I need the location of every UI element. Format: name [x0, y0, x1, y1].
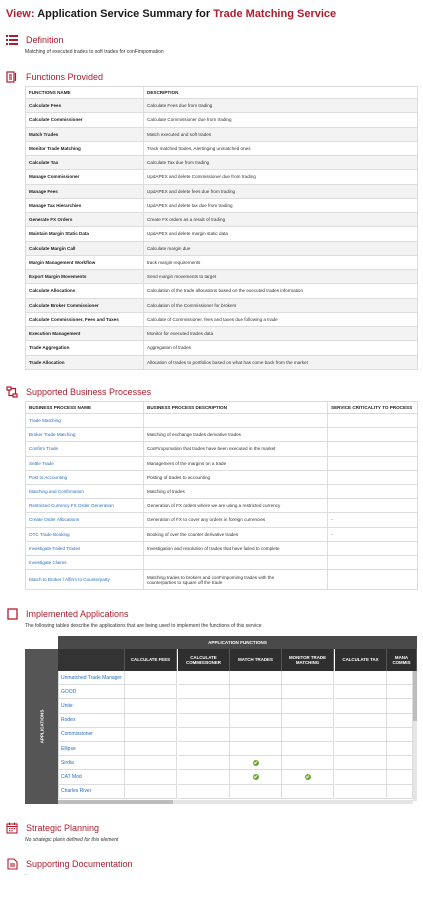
process-criticality: [328, 570, 418, 590]
function-row: [26, 298, 418, 312]
process-description-line: Posting of trades to accounting: [147, 474, 211, 480]
functions-heading: Functions Provided: [26, 72, 104, 82]
process-row: [26, 555, 418, 569]
process-description-line: Booking of over the counter derivative trades: [147, 531, 239, 537]
application-row: [58, 714, 417, 728]
function-description: Calculate margin due: [144, 241, 418, 255]
process-description-line: Matching of trades: [147, 489, 185, 495]
application-function-matrix: [25, 636, 417, 804]
matrix-cell: [230, 742, 282, 756]
matrix-cell: [387, 671, 413, 685]
matrix-cell: [125, 671, 177, 685]
process-row: [26, 456, 418, 470]
matrix-corner: [58, 649, 125, 671]
application-link[interactable]: GOOD: [61, 688, 77, 695]
process-description: [144, 570, 328, 590]
matrix-cell: [387, 756, 413, 770]
application-row: [58, 770, 417, 784]
implemented-text: The following tables describe the applications that are being used to implement the functions of this service: [25, 623, 262, 629]
matrix-cell: [230, 685, 282, 699]
processes-table: [25, 401, 418, 590]
column-header-description: DESCRIPTION: [144, 87, 418, 99]
matrix-cell: [125, 785, 177, 799]
function-name: Calculate Commissioner, Fees and Taxes: [26, 312, 144, 326]
process-criticality: [328, 442, 418, 456]
process-criticality: -: [328, 527, 418, 541]
function-row: [26, 270, 418, 284]
function-name: Calculate Commissioner: [26, 113, 144, 127]
matrix-cell: [178, 728, 230, 742]
application-row: [58, 685, 417, 699]
matrix-cell: [282, 685, 334, 699]
application-link[interactable]: Rodex: [61, 717, 76, 724]
function-column-header: [335, 649, 387, 671]
function-row: [26, 213, 418, 227]
function-name: Calculate Fees: [26, 99, 144, 113]
application-link[interactable]: Unmatched Trade Manager: [61, 674, 122, 681]
application-row: [58, 785, 417, 799]
matrix-cell: [178, 785, 230, 799]
function-name: Calculate Tax: [26, 156, 144, 170]
process-description: [144, 484, 328, 498]
implemented-heading: Implemented Applications: [26, 609, 129, 619]
function-description: Allocation of trades to portfolios based on what has come back from the market: [144, 355, 418, 369]
matrix-cell: [230, 671, 282, 685]
process-description-line: Management of the margins on a trade: [147, 460, 227, 466]
definition-text: Matching of executed trades to soft trades for conFimpomation: [25, 49, 164, 55]
process-name-cell: [26, 442, 144, 456]
process-name-cell: [26, 541, 144, 555]
process-criticality: [328, 484, 418, 498]
documentation-heading: Supporting Documentation: [26, 859, 133, 869]
function-description: Match executed and soft trades: [144, 127, 418, 141]
process-name-cell: [26, 428, 144, 442]
function-row: [26, 341, 418, 355]
documentation-text[interactable]: -: [25, 872, 27, 878]
application-name-cell: [58, 685, 125, 699]
process-description-line: Matching of exchange trades derivative trades: [147, 432, 241, 438]
application-row: [58, 756, 417, 770]
function-name: Trade Aggregation: [26, 341, 144, 355]
processes-header: [6, 386, 151, 398]
process-link[interactable]: Broker Trade Matching: [29, 432, 76, 438]
application-row: [58, 671, 417, 685]
matrix-cell: [335, 770, 387, 784]
function-row: [26, 284, 418, 298]
strategic-text: No strategic plans defined for this element: [25, 837, 119, 843]
matrix-cell: [387, 770, 413, 784]
process-description-line: Generation of FX orders where we are using a restricted currency: [147, 503, 281, 509]
process-row: [26, 442, 418, 456]
horizontal-scroll-thumb[interactable]: [58, 800, 173, 804]
process-row: [26, 428, 418, 442]
process-link[interactable]: Investigate Claims: [29, 559, 67, 565]
title-middle: Application Service Summary for: [37, 8, 211, 20]
process-row: [26, 513, 418, 527]
matrix-cell: [282, 671, 334, 685]
process-link[interactable]: Confirm Trade: [29, 446, 59, 452]
function-column-label: CALCULATE TAX: [342, 657, 379, 663]
function-column-header: [178, 649, 230, 671]
process-link[interactable]: Trade Matching: [29, 418, 61, 424]
function-column-header: [125, 649, 177, 671]
processes-heading: Supported Business Processes: [26, 387, 152, 397]
matrix-cell: [178, 685, 230, 699]
vertical-scroll-thumb[interactable]: [413, 671, 417, 721]
matrix-title: APPLICATION FUNCTIONS: [58, 636, 417, 649]
matrix-cell: [125, 685, 177, 699]
application-name-cell: [58, 742, 125, 756]
function-row: [26, 156, 418, 170]
column-header-function-name: FUNCTIONS NAME: [26, 87, 144, 99]
matrix-cell: [335, 742, 387, 756]
application-name-cell: [58, 671, 125, 685]
process-name-cell: [26, 414, 144, 428]
function-row: [26, 170, 418, 184]
function-description: Track matched trades, Alertinging unmatched ones: [144, 141, 418, 155]
process-name-cell: [26, 470, 144, 484]
document-icon: [6, 858, 18, 870]
function-column-label: COMMIS: [392, 660, 411, 665]
function-row: [26, 198, 418, 212]
matrix-cell: [282, 699, 334, 713]
matrix-cell: [125, 714, 177, 728]
function-description: Calculate Commissioner due from trading: [144, 113, 418, 127]
process-link[interactable]: Restricted Currency FX Order Generation: [29, 503, 114, 509]
application-icon: [6, 608, 18, 620]
matrix-cell: [282, 742, 334, 756]
process-description: [144, 414, 328, 428]
process-link[interactable]: Investigate Failed Trades: [29, 545, 81, 551]
function-name: Calculate Margin Call: [26, 241, 144, 255]
function-description: Send margin movements to target: [144, 270, 418, 284]
process-link[interactable]: OTC Trade Booking: [29, 531, 70, 537]
function-name: Execution Management: [26, 327, 144, 341]
check-icon: [253, 760, 259, 766]
process-link[interactable]: Matching and Confirmation: [29, 489, 84, 495]
function-description: UpdAPEX and delete Commissioner due from trading: [144, 170, 418, 184]
function-name: Maintain Margin Static Data: [26, 227, 144, 241]
function-name: Calculate Allocations: [26, 284, 144, 298]
process-description-line: Generation of FX to cover any orders in foreign currencies: [147, 517, 266, 523]
functions-icon: [6, 71, 18, 83]
application-link[interactable]: Sirdia: [61, 759, 74, 766]
title-prefix: View:: [6, 8, 35, 20]
function-row: [26, 355, 418, 369]
function-row: [26, 312, 418, 326]
applications-label: APPLICATIONS: [39, 709, 45, 744]
matrix-cell: [387, 685, 413, 699]
process-row: [26, 570, 418, 590]
function-row: [26, 184, 418, 198]
process-row: [26, 499, 418, 513]
function-description: Create FX orders as a result of trading: [144, 213, 418, 227]
application-name-cell: [58, 714, 125, 728]
process-name-cell: [26, 513, 144, 527]
horizontal-scrollbar[interactable]: [58, 800, 413, 804]
matrix-cell: [230, 714, 282, 728]
function-row: [26, 141, 418, 155]
function-row: [26, 127, 418, 141]
process-description: [144, 442, 328, 456]
function-name: Margin Management Workflow: [26, 255, 144, 269]
matrix-cell: [125, 699, 177, 713]
function-row: [26, 227, 418, 241]
application-name-cell: [58, 770, 125, 784]
matrix-cell: [335, 714, 387, 728]
function-description: UpdAPEX and delete fees due from trading: [144, 184, 418, 198]
matrix-cell: [282, 756, 334, 770]
matrix-cell: [335, 685, 387, 699]
functions-table: [25, 86, 418, 370]
process-criticality: [328, 428, 418, 442]
function-column-header: [282, 649, 334, 671]
application-link[interactable]: Unite: [61, 702, 73, 709]
function-description: Monitor for executed trades data: [144, 327, 418, 341]
matrix-cell: [335, 756, 387, 770]
calendar-icon: [6, 822, 18, 834]
matrix-cell: [178, 770, 230, 784]
function-row: [26, 255, 418, 269]
matrix-side-label: [25, 649, 58, 804]
matrix-cell: [282, 728, 334, 742]
list-icon: [6, 34, 18, 46]
function-description: track margin requirements: [144, 255, 418, 269]
application-link[interactable]: CAT Mod: [61, 773, 82, 780]
process-row: [26, 541, 418, 555]
matrix-cell: [230, 785, 282, 799]
function-column-label: CALCULATE FEES: [130, 657, 171, 663]
matrix-cell: [125, 742, 177, 756]
function-row: [26, 241, 418, 255]
function-description: UpdAPEX and delete tax due from trading: [144, 198, 418, 212]
matrix-cell: [178, 714, 230, 728]
check-icon: [305, 774, 311, 780]
function-name: Match Trades: [26, 127, 144, 141]
strategic-header: [6, 822, 99, 834]
matrix-cell: [230, 728, 282, 742]
process-description: [144, 527, 328, 541]
matrix-cell: [282, 714, 334, 728]
definition-heading: Definition: [26, 35, 64, 45]
application-name-cell: [58, 785, 125, 799]
matrix-cell: [335, 785, 387, 799]
matrix-cell: [387, 699, 413, 713]
process-row: [26, 527, 418, 541]
application-link[interactable]: Ellipse: [61, 745, 76, 752]
process-description: [144, 555, 328, 569]
function-description: Calculation of the Commissioner for brokers: [144, 298, 418, 312]
matrix-cell: [387, 742, 413, 756]
matrix-cell: [282, 770, 334, 784]
process-row: [26, 470, 418, 484]
function-description: Calculate Tax due from trading: [144, 156, 418, 170]
process-criticality: [328, 499, 418, 513]
process-name-cell: [26, 555, 144, 569]
matrix-cell: [230, 699, 282, 713]
function-column-header: [230, 649, 282, 671]
process-description: [144, 513, 328, 527]
matrix-cell: [230, 756, 282, 770]
function-column-label: MANA: [394, 654, 409, 660]
documentation-header: [6, 858, 133, 870]
function-name: Generate FX Orders: [26, 213, 144, 227]
application-name-cell: [58, 756, 125, 770]
process-description: [144, 456, 328, 470]
process-description: [144, 470, 328, 484]
title-service: Trade Matching Service: [213, 8, 337, 20]
process-description: [144, 499, 328, 513]
function-column-label: MATCH TRADES: [238, 657, 273, 663]
matrix-cell: [178, 742, 230, 756]
matrix-cell: [387, 785, 413, 799]
process-name-cell: [26, 499, 144, 513]
functions-header: [6, 71, 103, 83]
function-row: [26, 99, 418, 113]
function-description: Calculate Fees due from trading: [144, 99, 418, 113]
application-link[interactable]: Commissioner: [61, 731, 93, 738]
application-row: [58, 699, 417, 713]
process-description-line: ConFimpomation that trades have been executed in the market: [147, 446, 276, 452]
process-description: [144, 541, 328, 555]
matrix-cell: [387, 728, 413, 742]
function-description: Calculate of Commissioner, fees and taxes due following a trade: [144, 312, 418, 326]
function-name: Manage Commissioner: [26, 170, 144, 184]
column-header-process-description: BUSINESS PROCESS DESCRIPTION: [144, 402, 328, 414]
column-header-criticality: SERVICE CRITICALITY TO PROCESS: [328, 402, 418, 414]
process-name-cell: [26, 456, 144, 470]
process-link[interactable]: Match to Broker / Affirm to Counterparty: [29, 577, 110, 583]
matrix-cell: [387, 714, 413, 728]
process-description-line: Matching trades to brokers and conFimpomimg trades with the: [147, 574, 275, 580]
function-name: Trade Allocation: [26, 355, 144, 369]
function-name: Export Margin Movements: [26, 270, 144, 284]
process-criticality: -: [328, 513, 418, 527]
function-description: Aggregation of trades: [144, 341, 418, 355]
function-row: [26, 327, 418, 341]
implemented-header: [6, 608, 129, 620]
strategic-heading: Strategic Planning: [26, 823, 100, 833]
application-row: [58, 742, 417, 756]
matrix-cell: [282, 785, 334, 799]
process-criticality: [328, 456, 418, 470]
process-description-line: Investigation and resolution of trades that have failed to complete: [147, 545, 280, 551]
function-description: Calculation of the trade allocations based on the executed trades information: [144, 284, 418, 298]
check-icon: [253, 774, 259, 780]
application-row: [58, 728, 417, 742]
definition-header: [6, 34, 64, 46]
function-name: Monitor Trade Matching: [26, 141, 144, 155]
process-criticality: [328, 414, 418, 428]
application-name-cell: [58, 728, 125, 742]
process-criticality: [328, 555, 418, 569]
process-row: [26, 414, 418, 428]
process-name-cell: [26, 484, 144, 498]
process-link[interactable]: Create Order Allocations: [29, 517, 80, 523]
process-description: [144, 428, 328, 442]
function-name: Manage Tax Hierarchies: [26, 198, 144, 212]
process-name-cell: [26, 570, 144, 590]
process-criticality: [328, 470, 418, 484]
matrix-cell: [125, 770, 177, 784]
process-flow-icon: [6, 386, 18, 398]
process-name-cell: [26, 527, 144, 541]
application-link[interactable]: Charles River: [61, 788, 92, 795]
function-name: Calculate Broker Commissioner: [26, 298, 144, 312]
matrix-cell: [125, 728, 177, 742]
matrix-cell: [178, 671, 230, 685]
vertical-scrollbar[interactable]: [413, 671, 417, 801]
matrix-cell: [125, 756, 177, 770]
page-title: [6, 8, 336, 20]
function-column-header: [387, 649, 417, 671]
process-link[interactable]: Post to Accounting: [29, 474, 68, 480]
process-criticality: [328, 541, 418, 555]
column-header-process-name: BUSINESS PROCESS NAME: [26, 402, 144, 414]
matrix-cell: [230, 770, 282, 784]
function-column-label: MONITOR TRADE: [289, 654, 326, 660]
matrix-cell: [335, 728, 387, 742]
process-link[interactable]: Settle Trade: [29, 460, 54, 466]
matrix-cell: [335, 671, 387, 685]
matrix-cell: [178, 756, 230, 770]
matrix-cell: [178, 699, 230, 713]
function-column-label: MATCHING: [295, 660, 320, 665]
matrix-cell: [335, 699, 387, 713]
process-row: [26, 484, 418, 498]
function-row: [26, 113, 418, 127]
function-column-label: COMMISSIONER: [186, 660, 221, 665]
function-column-label: CALCULATE: [190, 654, 217, 660]
function-description: UpdAPEX and delete margin static data: [144, 227, 418, 241]
function-name: Manage Fees: [26, 184, 144, 198]
process-description-line: counterparties to square off the trade: [147, 579, 223, 585]
application-name-cell: [58, 699, 125, 713]
